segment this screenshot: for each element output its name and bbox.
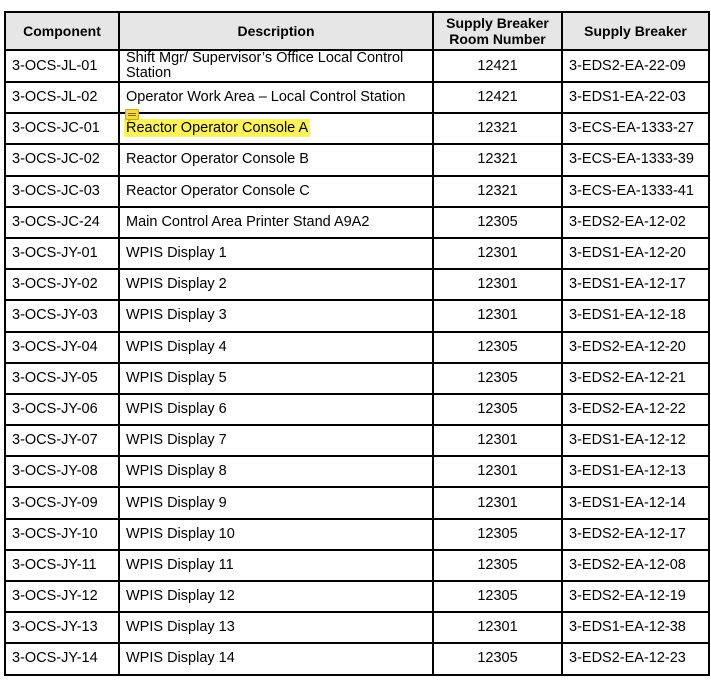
header-description: Description bbox=[119, 12, 433, 50]
table-row bbox=[5, 50, 709, 82]
table-row bbox=[5, 519, 709, 550]
cell-component: 3-OCS-JY-02 bbox=[5, 269, 119, 300]
cell-room-number: 12301 bbox=[433, 425, 562, 456]
cell-supply-breaker: 3-EDS1-EA-12-14 bbox=[562, 487, 709, 518]
cell-component: 3-OCS-JC-02 bbox=[5, 144, 119, 175]
table-row bbox=[5, 425, 709, 456]
cell-description: WPIS Display 13 bbox=[119, 612, 433, 643]
table-row bbox=[5, 394, 709, 425]
cell-component: 3-OCS-JY-07 bbox=[5, 425, 119, 456]
table-row bbox=[5, 300, 709, 331]
cell-description: WPIS Display 10 bbox=[119, 519, 433, 550]
cell-supply-breaker: 3-EDS2-EA-12-08 bbox=[562, 550, 709, 581]
comment-note-icon[interactable] bbox=[125, 109, 139, 120]
table-row bbox=[5, 144, 709, 175]
cell-supply-breaker: 3-EDS1-EA-12-20 bbox=[562, 238, 709, 269]
table-row bbox=[5, 82, 709, 113]
cell-room-number: 12421 bbox=[433, 82, 562, 113]
cell-description: WPIS Display 5 bbox=[119, 363, 433, 394]
cell-supply-breaker: 3-EDS2-EA-12-23 bbox=[562, 643, 709, 674]
cell-room-number: 12321 bbox=[433, 176, 562, 207]
breaker-table bbox=[4, 11, 710, 676]
cell-description: WPIS Display 14 bbox=[119, 643, 433, 674]
cell-supply-breaker: 3-ECS-EA-1333-41 bbox=[562, 176, 709, 207]
header-component: Component bbox=[5, 12, 119, 50]
header-room: Supply Breaker Room Number bbox=[433, 12, 562, 50]
cell-component: 3-OCS-JC-24 bbox=[5, 207, 119, 238]
table-row bbox=[5, 207, 709, 238]
cell-component: 3-OCS-JY-08 bbox=[5, 456, 119, 487]
cell-supply-breaker: 3-EDS2-EA-12-02 bbox=[562, 207, 709, 238]
table-body bbox=[5, 50, 709, 675]
cell-room-number: 12301 bbox=[433, 269, 562, 300]
cell-room-number: 12305 bbox=[433, 643, 562, 674]
cell-supply-breaker: 3-EDS1-EA-12-18 bbox=[562, 300, 709, 331]
cell-room-number: 12321 bbox=[433, 144, 562, 175]
table-row bbox=[5, 269, 709, 300]
cell-component: 3-OCS-JY-10 bbox=[5, 519, 119, 550]
cell-description: WPIS Display 6 bbox=[119, 394, 433, 425]
cell-room-number: 12305 bbox=[433, 519, 562, 550]
cell-room-number: 12305 bbox=[433, 207, 562, 238]
cell-room-number: 12305 bbox=[433, 550, 562, 581]
table-row bbox=[5, 487, 709, 518]
cell-supply-breaker: 3-EDS1-EA-22-03 bbox=[562, 82, 709, 113]
cell-supply-breaker: 3-EDS2-EA-12-17 bbox=[562, 519, 709, 550]
table-row bbox=[5, 612, 709, 643]
cell-room-number: 12305 bbox=[433, 394, 562, 425]
cell-room-number: 12301 bbox=[433, 238, 562, 269]
cell-description: WPIS Display 7 bbox=[119, 425, 433, 456]
cell-description bbox=[119, 113, 433, 144]
cell-description: Reactor Operator Console C bbox=[119, 176, 433, 207]
table-row bbox=[5, 113, 709, 144]
table-row bbox=[5, 363, 709, 394]
cell-description: WPIS Display 1 bbox=[119, 238, 433, 269]
cell-component: 3-OCS-JY-14 bbox=[5, 643, 119, 674]
table-row bbox=[5, 643, 709, 674]
cell-description: WPIS Display 9 bbox=[119, 487, 433, 518]
cell-component: 3-OCS-JY-11 bbox=[5, 550, 119, 581]
cell-component: 3-OCS-JY-12 bbox=[5, 581, 119, 612]
cell-component: 3-OCS-JL-01 bbox=[5, 50, 119, 82]
table-row bbox=[5, 581, 709, 612]
header-row bbox=[5, 12, 709, 50]
cell-description: WPIS Display 11 bbox=[119, 550, 433, 581]
cell-room-number: 12421 bbox=[433, 50, 562, 82]
table-row bbox=[5, 550, 709, 581]
cell-supply-breaker: 3-EDS1-EA-12-13 bbox=[562, 456, 709, 487]
cell-room-number: 12321 bbox=[433, 113, 562, 144]
cell-description: Shift Mgr/ Supervisor’s Office Local Control Station bbox=[119, 50, 433, 82]
cell-component: 3-OCS-JY-06 bbox=[5, 394, 119, 425]
header-breaker: Supply Breaker bbox=[562, 12, 709, 50]
cell-component: 3-OCS-JY-01 bbox=[5, 238, 119, 269]
cell-component: 3-OCS-JY-03 bbox=[5, 300, 119, 331]
cell-room-number: 12305 bbox=[433, 581, 562, 612]
cell-supply-breaker: 3-EDS2-EA-12-22 bbox=[562, 394, 709, 425]
cell-component: 3-OCS-JY-09 bbox=[5, 487, 119, 518]
cell-room-number: 12305 bbox=[433, 332, 562, 363]
highlighted-text: Reactor Operator Console A bbox=[126, 120, 309, 137]
cell-supply-breaker: 3-EDS1-EA-12-12 bbox=[562, 425, 709, 456]
cell-supply-breaker: 3-EDS2-EA-12-19 bbox=[562, 581, 709, 612]
cell-supply-breaker: 3-EDS1-EA-12-38 bbox=[562, 612, 709, 643]
cell-description: WPIS Display 4 bbox=[119, 332, 433, 363]
table-row bbox=[5, 238, 709, 269]
cell-supply-breaker: 3-EDS1-EA-12-17 bbox=[562, 269, 709, 300]
cell-room-number: 12301 bbox=[433, 300, 562, 331]
cell-supply-breaker: 3-EDS2-EA-12-21 bbox=[562, 363, 709, 394]
cell-room-number: 12301 bbox=[433, 456, 562, 487]
cell-description: WPIS Display 8 bbox=[119, 456, 433, 487]
cell-component: 3-OCS-JY-13 bbox=[5, 612, 119, 643]
cell-component: 3-OCS-JL-02 bbox=[5, 82, 119, 113]
table-row bbox=[5, 332, 709, 363]
cell-room-number: 12301 bbox=[433, 487, 562, 518]
cell-description: WPIS Display 2 bbox=[119, 269, 433, 300]
cell-room-number: 12305 bbox=[433, 363, 562, 394]
table-row bbox=[5, 176, 709, 207]
cell-description: Reactor Operator Console B bbox=[119, 144, 433, 175]
cell-description: Main Control Area Printer Stand A9A2 bbox=[119, 207, 433, 238]
cell-component: 3-OCS-JC-03 bbox=[5, 176, 119, 207]
cell-room-number: 12301 bbox=[433, 612, 562, 643]
cell-supply-breaker: 3-ECS-EA-1333-27 bbox=[562, 113, 709, 144]
cell-component: 3-OCS-JY-05 bbox=[5, 363, 119, 394]
table-row bbox=[5, 456, 709, 487]
cell-supply-breaker: 3-EDS2-EA-12-20 bbox=[562, 332, 709, 363]
cell-description: WPIS Display 12 bbox=[119, 581, 433, 612]
cell-component: 3-OCS-JC-01 bbox=[5, 113, 119, 144]
cell-supply-breaker: 3-EDS2-EA-22-09 bbox=[562, 50, 709, 82]
cell-component: 3-OCS-JY-04 bbox=[5, 332, 119, 363]
cell-supply-breaker: 3-ECS-EA-1333-39 bbox=[562, 144, 709, 175]
cell-description: WPIS Display 3 bbox=[119, 300, 433, 331]
cell-description: Operator Work Area – Local Control Station bbox=[119, 82, 433, 113]
